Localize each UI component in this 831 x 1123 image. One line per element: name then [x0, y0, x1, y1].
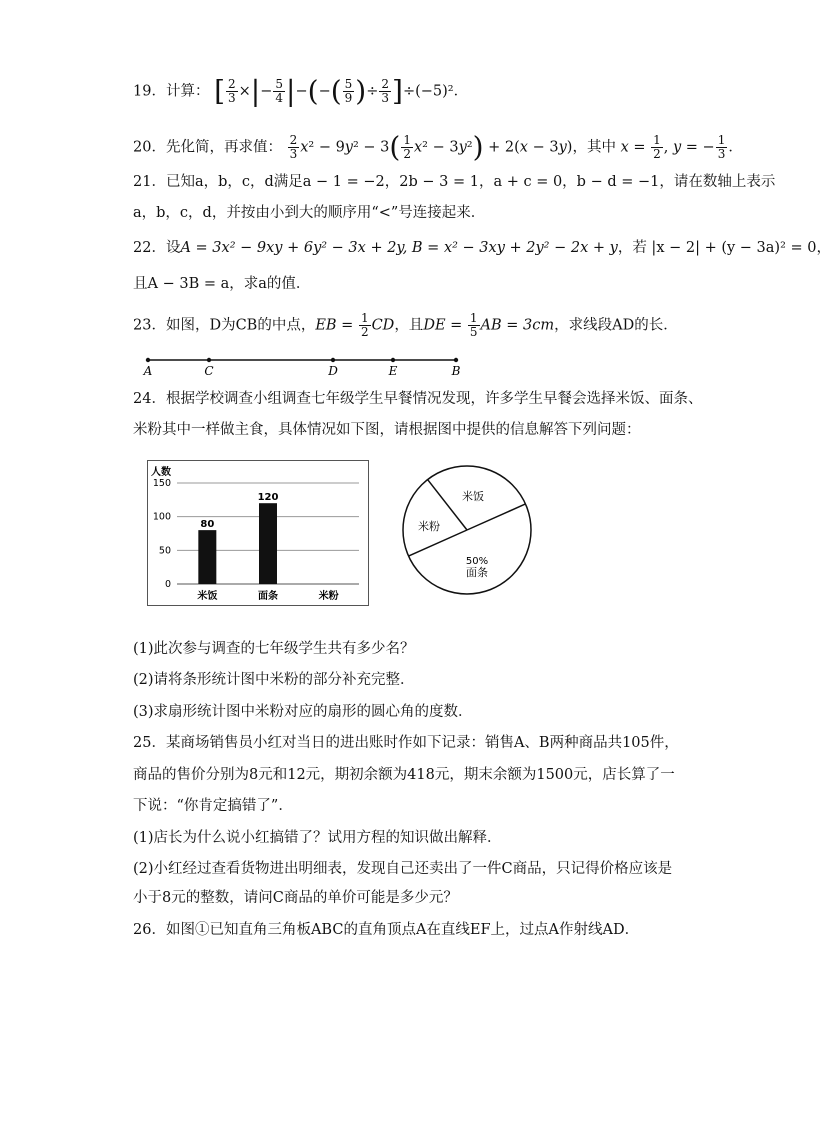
pie-slice-label-0: 米饭 [462, 490, 484, 503]
question-24-line1: 24．根据学校调查小组调查七年级学生早餐情况发现，许多学生早餐会选择米饭、面条、 [133, 391, 703, 407]
segment-diagram [140, 352, 470, 378]
question-25-sub1: (1)店长为什么说小红搞错了？试用方程的知识做出解释． [133, 830, 502, 846]
bar-chart [147, 460, 369, 606]
point-e [391, 358, 395, 362]
x-tick-0: 米饭 [197, 591, 218, 602]
question-22-line2: 且A − 3B = a，求a的值． [133, 276, 311, 292]
bar-label-1: 120 [257, 492, 279, 504]
question-25-line1: 25．某商场销售员小红对当日的进出账时作如下记录：销售A、B两种商品共105件， [133, 735, 679, 751]
pie-slice-label-1: 米粉 [418, 520, 440, 533]
point-label-a: A [143, 364, 153, 378]
question-22-line1: 22．设A = 3x² − 9xy + 6y² − 3x + 2y, B = x² − 3xy + 2y² − 2x + y，若 |x − 2| + (y − 3a)² = 0， [133, 240, 831, 256]
question-23: 23．如图，D为CB的中点，EB = $\frac{1}{2}$ CD，且DE = $\frac{1}{5}$ AB = 3cm，求线段AD的长． [133, 311, 678, 339]
point-d [331, 358, 335, 362]
question-21-line1: 21．已知a，b，c，d满足a − 1 = −2，2b − 3 = 1，a + c = 0，b − d = −1，请在数轴上表示 [133, 174, 776, 190]
y-tick-0: 0 [164, 579, 171, 590]
question-21-line2: a，b，c，d，并按由小到大的顺序用“<”号连接起来． [133, 205, 486, 221]
y-tick-100: 100 [152, 511, 171, 523]
question-24-sub2: (2)请将条形统计图中米粉的部分补充完整． [133, 672, 415, 688]
pie-divider-1 [467, 504, 525, 530]
point-c [207, 358, 211, 362]
y-tick-50: 50 [158, 545, 171, 557]
question-19: 19．计算： [ $\frac{2}{3}$ ×|− $\frac{5}{4}$ |−(−( $\frac{5}{9}$ )÷ $\frac{2}{3}$ ]÷(−5)²． [133, 74, 469, 108]
question-24-line2: 米粉其中一样做主食，具体情况如下图，请根据图中提供的信息解答下列问题： [133, 422, 641, 438]
point-b [454, 358, 458, 362]
y-axis-label: 人数 [151, 467, 171, 478]
question-25-line3: 下说：“你肯定搞错了”． [133, 798, 293, 814]
bar-1 [259, 503, 277, 584]
point-a [146, 358, 150, 362]
point-label-b: B [451, 364, 461, 378]
point-label-e: E [388, 364, 398, 378]
point-label-c: C [204, 364, 214, 378]
bar-label-0: 80 [200, 519, 215, 531]
x-tick-2: 米粉 [318, 591, 339, 602]
question-24-sub1: (1)此次参与调查的七年级学生共有多少名？ [133, 641, 415, 657]
question-25-sub2b: 小于8元的整数，请问C商品的单价可能是多少元？ [133, 890, 458, 906]
pie-chart [397, 460, 545, 602]
question-25-line2: 商品的售价分别为8元和12元，期初余额为418元，期末余额为1500元，店长算了一 [133, 767, 675, 783]
question-26: 26．如图①已知直角三角板ABC的直角顶点A在直线EF上，过点A作射线AD． [133, 922, 640, 938]
question-24-sub3: (3)求扇形统计图中米粉对应的扇形的圆心角的度数． [133, 704, 473, 720]
x-tick-1: 面条 [258, 591, 278, 602]
point-label-d: D [328, 364, 338, 378]
question-25-sub2a: (2)小红经过查看货物进出明细表，发现自己还卖出了一件C商品，只记得价格应该是 [133, 861, 673, 877]
pie-slice-label-2: 面条 [466, 566, 488, 579]
pie-divider-2 [409, 530, 467, 556]
y-tick-150: 150 [152, 478, 171, 489]
question-20: 20．先化简，再求值： $\frac{2}{3}$ x² − 9y² − 3( $\frac{1}{2}$ x² − 3y²) + 2(x − 3y)，其中 x = $\frac{1}{2}$ , y = − $\frac{1}{3}$ ． [133, 130, 743, 164]
pie-value-2: 50% [465, 556, 489, 567]
bar-0 [198, 530, 216, 584]
